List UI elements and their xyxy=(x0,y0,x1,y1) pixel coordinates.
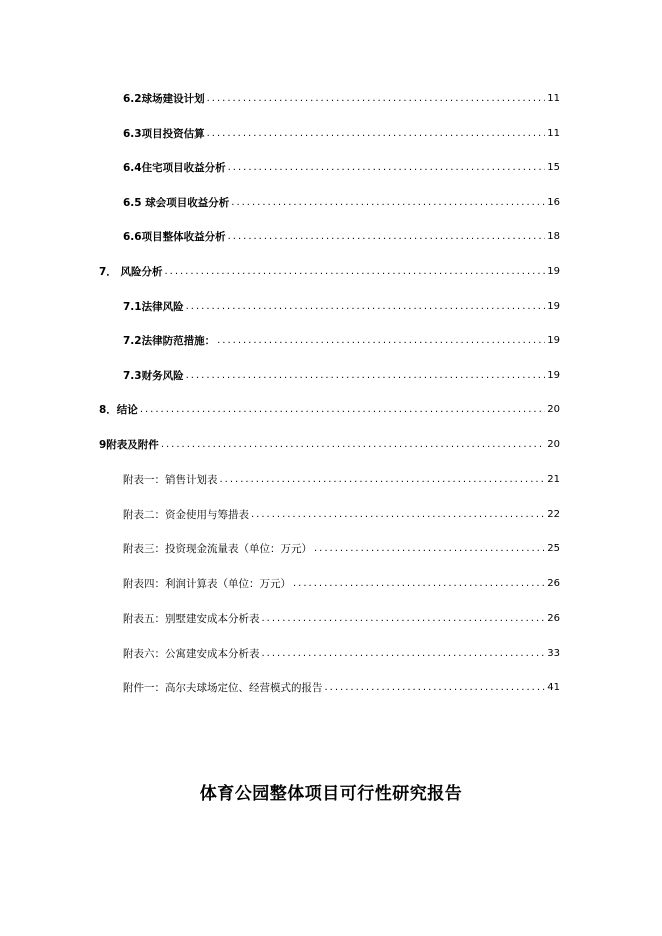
toc-entry-6-5[interactable] xyxy=(123,194,560,210)
toc-entry-label: 8．结论 xyxy=(99,404,138,416)
toc-entry-label: 附表五：别墅建安成本分析表 xyxy=(123,613,260,625)
toc-dot-leader xyxy=(262,612,546,626)
toc-entry-label: 附表六：公寓建安成本分析表 xyxy=(123,648,260,660)
toc-entry-8[interactable] xyxy=(99,401,560,417)
toc-entry-7-3[interactable] xyxy=(123,367,560,383)
toc-entry-page: 18 xyxy=(547,231,560,242)
toc-entry-page: 20 xyxy=(547,404,560,415)
toc-entry-label: 7.3财务风险 xyxy=(123,370,184,382)
toc-entry-9[interactable] xyxy=(99,436,560,452)
toc-entry-label: 7.1法律风险 xyxy=(123,301,184,313)
toc-entry-label: 6.4住宅项目收益分析 xyxy=(123,162,226,174)
toc-entry-6-3[interactable] xyxy=(123,125,560,141)
toc-entry-7-2[interactable] xyxy=(123,332,560,348)
toc-entry-6-6[interactable] xyxy=(123,228,560,244)
toc-entry-label: 附表一：销售计划表 xyxy=(123,474,218,486)
toc-entry-page: 21 xyxy=(547,474,560,485)
toc-entry-label: 附件一：高尔夫球场定位、经营模式的报告 xyxy=(123,682,323,694)
toc-entry-appendix-3[interactable] xyxy=(123,540,560,556)
toc-dot-leader xyxy=(293,577,545,591)
toc-dot-leader xyxy=(231,196,545,210)
toc-dot-leader xyxy=(325,681,546,695)
toc-dot-leader xyxy=(220,473,546,487)
toc-entry-page: 22 xyxy=(547,509,560,520)
toc-entry-page: 33 xyxy=(547,648,560,659)
toc-entry-label: 9附表及附件 xyxy=(99,439,159,451)
toc-dot-leader xyxy=(186,369,546,383)
toc-entry-page: 26 xyxy=(547,578,560,589)
toc-entry-page: 26 xyxy=(547,613,560,624)
toc-dot-leader xyxy=(228,230,546,244)
toc-entry-page: 11 xyxy=(547,128,560,139)
toc-entry-appendix-6[interactable] xyxy=(123,645,560,661)
toc-entry-label: 7.2法律防范措施： xyxy=(123,335,216,347)
toc-dot-leader xyxy=(207,92,546,106)
toc-dot-leader xyxy=(161,438,545,452)
toc-entry-label: 6.6项目整体收益分析 xyxy=(123,231,226,243)
toc-entry-page: 11 xyxy=(547,93,560,104)
toc-dot-leader xyxy=(262,647,546,661)
toc-entry-page: 19 xyxy=(547,301,560,312)
toc-dot-leader xyxy=(186,300,546,314)
toc-entry-appendix-4[interactable] xyxy=(123,575,560,591)
report-title: 体育公园整体项目可行性研究报告 xyxy=(199,784,463,804)
toc-dot-leader xyxy=(217,334,545,348)
toc-dot-leader xyxy=(251,508,545,522)
toc-entry-6-2[interactable] xyxy=(123,90,560,106)
toc-entry-label: 附表三：投资现金流量表（单位：万元） xyxy=(123,543,312,555)
toc-dot-leader xyxy=(228,161,546,175)
toc-dot-leader xyxy=(314,542,545,556)
toc-entry-page: 15 xyxy=(547,162,560,173)
toc-entry-page: 19 xyxy=(547,335,560,346)
toc-entry-7[interactable] xyxy=(99,263,560,279)
toc-entry-label: 附表四：利润计算表（单位：万元） xyxy=(123,578,291,590)
toc-entry-appendix-2[interactable] xyxy=(123,506,560,522)
toc-entry-page: 16 xyxy=(547,197,560,208)
toc-dot-leader xyxy=(207,127,546,141)
toc-dot-leader xyxy=(164,265,545,279)
toc-entry-label: 7． 风险分析 xyxy=(99,266,163,278)
toc-entry-page: 25 xyxy=(547,543,560,554)
toc-entry-attachment-1[interactable] xyxy=(123,679,560,695)
toc-entry-page: 19 xyxy=(547,370,560,381)
toc-entry-label: 6.5 球会项目收益分析 xyxy=(123,197,230,209)
toc-entry-label: 6.2球场建设计划 xyxy=(123,93,205,105)
toc-dot-leader xyxy=(140,403,545,417)
toc-entry-page: 20 xyxy=(547,439,560,450)
toc-entry-label: 6.3项目投资估算 xyxy=(123,128,205,140)
toc-entry-page: 19 xyxy=(547,266,560,277)
toc-entry-appendix-1[interactable] xyxy=(123,471,560,487)
toc-entry-7-1[interactable] xyxy=(123,298,560,314)
toc-entry-appendix-5[interactable] xyxy=(123,610,560,626)
toc-entry-label: 附表二：资金使用与筹措表 xyxy=(123,509,249,521)
toc-entry-page: 41 xyxy=(547,682,560,693)
toc-entry-6-4[interactable] xyxy=(123,159,560,175)
